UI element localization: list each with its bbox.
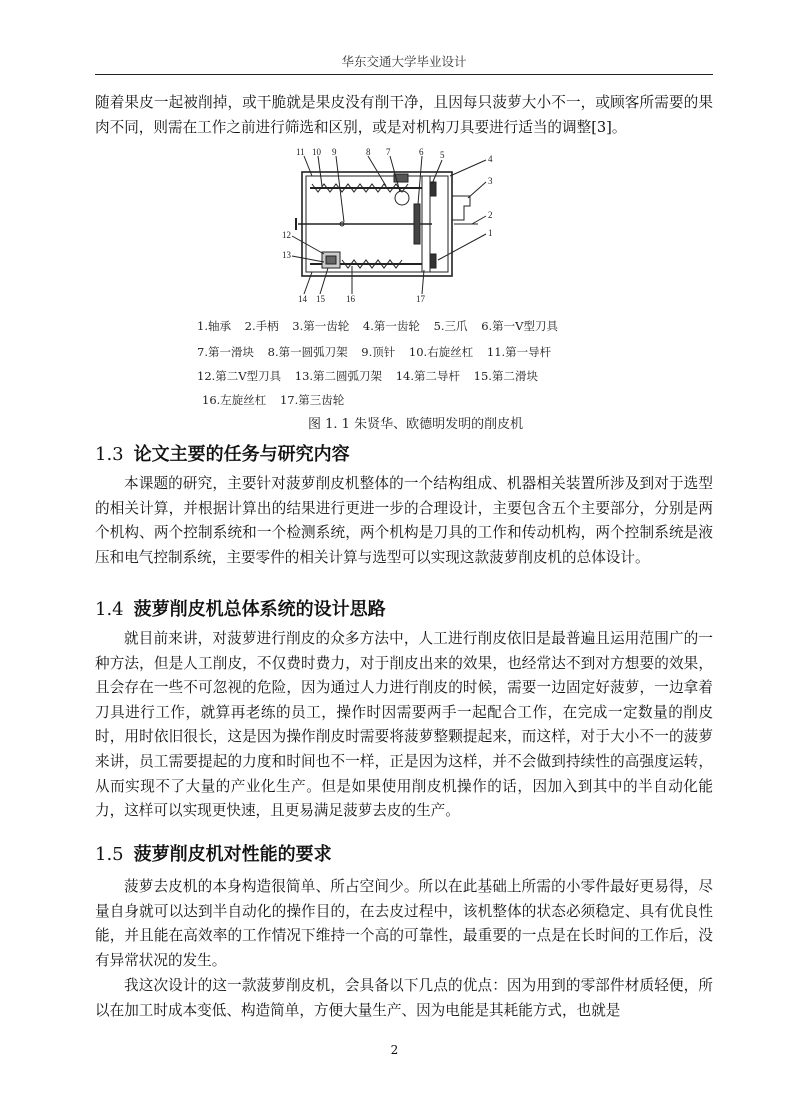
callout-label: 13	[282, 250, 291, 260]
legend-item: 8.第一圆弧刀架	[267, 345, 348, 359]
callout-label: 3	[488, 176, 493, 186]
running-header: 华东交通大学毕业设计	[341, 54, 467, 69]
figure-legend-line	[202, 388, 622, 412]
figure-legend-line	[197, 364, 617, 388]
section-paragraph: 我这次设计的这一款菠萝削皮机，会具备以下几点的优点：因为用到的零部件材质轻便，所以在加工时成本变低、构造简单，方便大量生产、因为电能是其耗能方式，也就是	[95, 977, 713, 1019]
callout-label: 1	[488, 228, 493, 238]
legend-item: 16.左旋丝杠	[202, 393, 267, 407]
figure-legend-line	[197, 314, 617, 338]
section-number: 1.3	[95, 444, 124, 465]
peeler-machine-drawing	[282, 146, 508, 303]
legend-item: 6.第一V型刀具	[481, 319, 558, 333]
section-heading	[95, 443, 350, 467]
callout-label: 14	[298, 294, 307, 303]
callout-label: 9	[332, 147, 337, 157]
section-number: 1.5	[95, 844, 124, 865]
legend-item: 14.第二导杆	[395, 369, 460, 383]
callout-label: 12	[282, 230, 291, 240]
section-paragraph: 就目前来讲，对菠萝进行削皮的众多方法中，人工进行削皮依旧是最普遍且运用范围广的一种方法，但是人工削皮，不仅费时费力，对于削皮出来的效果，也经常达不到对方想要的效果，且会存在一些不可忽视的危险，因为通过人力进行削皮的时候，需要一边固定好菠萝，一边拿着刀具进行工作，就算再老练的员工，操作时因需要两手一起配合工作，在完成一定数量的削皮时，用时依旧很长，这是因为操作削皮时需要将菠萝整颗提起来，而这样，对于大小不一的菠萝来讲，员工需要提起的力度和时间也不一样，正是因为这样，并不会做到持续性的高强度运转，从而实现不了大量的产业化生产。但是如果使用削皮机操作的话，因加入到其中的半自动化能力，这样可以实现更快速，且更易满足菠萝去皮的生产。	[95, 630, 713, 820]
section-title: 菠萝削皮机对性能的要求	[133, 844, 332, 865]
section-paragraph: 本课题的研究，主要针对菠萝削皮机整体的一个结构组成、机器相关装置所涉及到对于选型的相关计算，并根据计算出的结果进行更进一步的合理设计，主要包含五个主要部分，分别是两个机构、两个控制系统和一个检测系统，两个机构是刀具的工作和传动机构，两个控制系统是液压和电气控制系统，主要零件的相关计算与选型可以实现这款菠萝削皮机的总体设计。	[95, 475, 713, 566]
legend-item: 10.右旋丝杠	[408, 345, 474, 359]
callout-label: 16	[346, 294, 355, 303]
legend-item: 13.第二圆弧刀架	[294, 369, 383, 383]
legend-item: 11.第一导杆	[486, 345, 552, 359]
section-heading	[95, 598, 386, 622]
legend-item: 3.第一齿轮	[292, 319, 350, 333]
section-heading	[95, 843, 332, 867]
callout-label: 15	[316, 294, 325, 303]
section-paragraph: 菠萝去皮机的本身构造很简单、所占空间少。所以在此基础上所需的小零件最好更易得，尽量自身就可以达到半自动化的操作目的，在去皮过程中，该机整体的状态必须稳定、具有优良性能，并且能在高效率的工作情况下维持一个高的可靠性，最重要的一点是在长时间的工作后，没有异常状况的发生。	[95, 878, 713, 969]
legend-item: 9.顶针	[361, 345, 396, 359]
intro-paragraph: 随着果皮一起被削掉，或干脆就是果皮没有削干净，且因每只菠萝大小不一，或顾客所需要的果肉不同，则需在工作之前进行筛选和区别，或是对机构刀具要进行适当的调整[3]。	[95, 94, 713, 136]
callout-label: 10	[312, 147, 321, 157]
callout-label: 17	[416, 294, 425, 303]
section-title: 论文主要的任务与研究内容	[133, 444, 350, 465]
legend-item: 2.手柄	[244, 319, 279, 333]
figure-legend-line	[197, 340, 617, 364]
header-rule	[95, 74, 713, 75]
callout-label: 4	[488, 154, 493, 164]
section-title: 菠萝削皮机总体系统的设计思路	[133, 599, 386, 620]
callout-label: 5	[440, 150, 445, 160]
legend-item: 17.第三齿轮	[279, 393, 345, 407]
callout-label: 2	[488, 210, 493, 220]
legend-item: 15.第二滑块	[473, 369, 538, 383]
callout-label: 7	[386, 147, 391, 157]
section-number: 1.4	[95, 599, 124, 620]
figure-caption: 图 1. 1 朱贤华、欧德明发明的削皮机	[308, 417, 524, 432]
legend-item: 5.三爪	[433, 319, 468, 333]
callout-label: 8	[366, 147, 371, 157]
callout-label: 6	[419, 147, 424, 157]
legend-item: 7.第一滑块	[197, 345, 254, 359]
legend-item: 1.轴承	[197, 319, 231, 333]
callout-label: 11	[296, 147, 305, 157]
legend-item: 12.第二V型刀具	[197, 369, 282, 383]
page-number: 2	[390, 1043, 399, 1057]
legend-item: 4.第一齿轮	[362, 319, 420, 333]
